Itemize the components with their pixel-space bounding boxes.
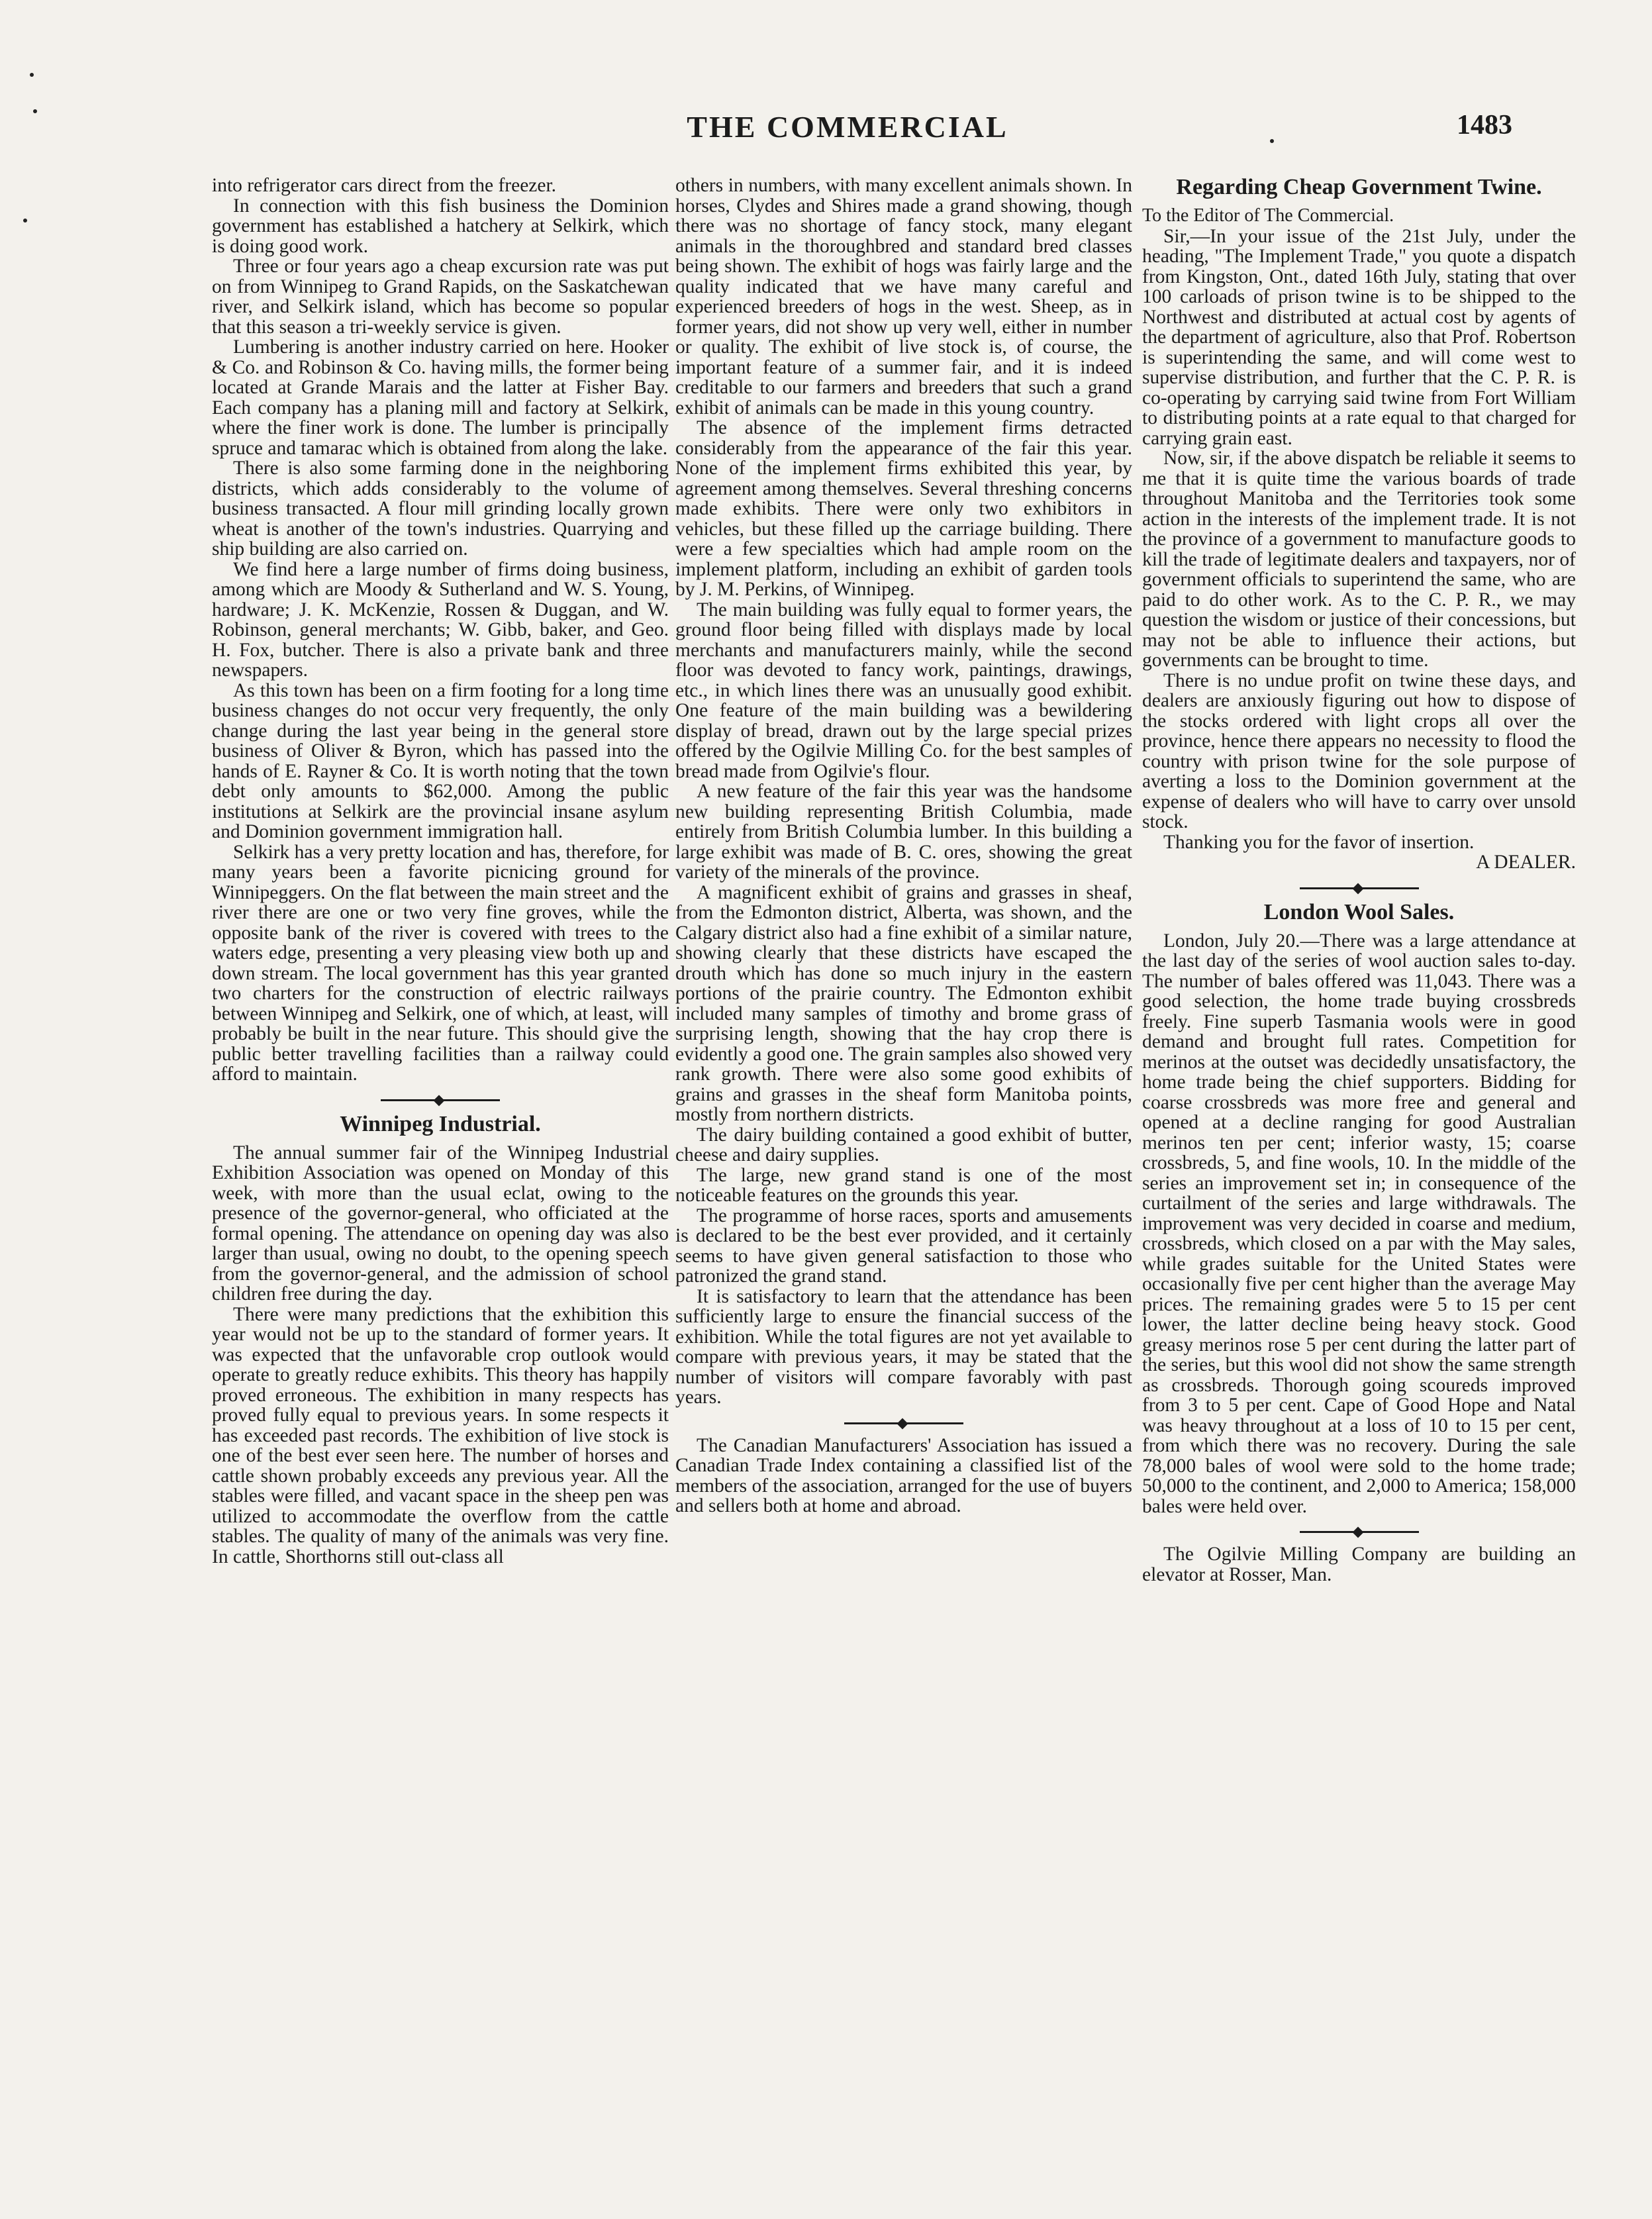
page-number: 1483 (1457, 110, 1512, 140)
section-divider (381, 1097, 500, 1103)
paragraph: Lumbering is another industry carried on here. Hooker & Co. and Robinson & Co. having mills, the former being located at Grande Marais and the latter at Fisher Bay. Each company has a planing mill and factory at Selkirk, where the finer work is done. The lumber is principally spruce and tamarac which is obtained from along the lake. (212, 336, 669, 459)
paragraph: The large, new grand stand is one of the most noticeable features on the grounds this year. (675, 1164, 1132, 1206)
page-header (0, 109, 1652, 149)
paragraph: The main building was fully equal to former years, the ground floor being filled with displays made by local merchants and manufacturers mainly, while the second floor was devoted to fancy work, paintings, drawings, etc., in which lines there was an unusually good exhibit. One feature of the main building was a bewildering display of bread, drawn out by the large special prizes offered by the Ogilvie Milling Co. for the best samples of bread made from Ogilvie's flour. (675, 599, 1132, 782)
letter-signature: A DEALER. (1476, 852, 1576, 873)
paragraph: Three or four years ago a cheap excursion rate was put on from Winnipeg to Grand Rapids, on the Saskatchewan river, and Selkirk island, which has become so popular that this season a tri-weekly service is given. (212, 256, 669, 338)
paragraph: There were many predictions that the exhibition this year would not be up to the standard of former years. It was expected that the unfavorable crop outlook would operate to greatly reduce exhibits. This theory has happily proved erroneous. The exhibition in many respects has proved fully equal to previous years. In some respects it has exceeded past records. The exhibition of live stock is one of the best ever seen here. The number of horses and cattle shown probably exceeds any previous year. All the stables were filled, and vacant space in the sheep pen was utilized to accommodate the overflow from the cattle stables. The quality of many of the animals was very fine. In cattle, Shorthorns still out-class all (212, 1303, 669, 1567)
article-headline: Winnipeg Industrial. (340, 1111, 541, 1136)
section-divider (844, 1420, 963, 1426)
paragraph: into refrigerator cars direct from the freezer. (212, 175, 557, 196)
section-divider (1300, 885, 1419, 891)
masthead: THE COMMERCIAL (687, 110, 1008, 144)
paragraph: The Canadian Manufacturers' Association has issued a Canadian Trade Index containing a classified list of the members of the association, arranged for the use of buyers and sellers both at home and abroad. (675, 1434, 1132, 1516)
paragraph: others in numbers, with many excellent animals shown. In horses, Clydes and Shires made a grand showing, though there was no shortage of fancy stock, many elegant animals in the thoroughbred and standard bred classes being shown. The exhibit of hogs was fairly large and the quality indicated that we have many careful and experienced breeders of hogs in the west. Sheep, as in former years, did not show up very well, either in number or quality. The exhibit of live stock is, of course, the important feature of a summer fair, and it is indeed creditable to our farmers and breeders that such a grand exhibit of animals can be made in this young country. (675, 175, 1132, 419)
paragraph: The absence of the implement firms detracted considerably from the appearance of the fair this year. None of the implement firms exhibited this year, by agreement among themselves. Several threshing concerns made exhibits. There were only two exhibitors in vehicles, but these filled up the carriage building. There were a few specialties which had ample room on the implement platform, including an exhibit of garden tools by J. M. Perkins, of Winnipeg. (675, 417, 1132, 600)
paragraph: The dairy building contained a good exhibit of butter, cheese and dairy supplies. (675, 1124, 1132, 1165)
paragraph: Now, sir, if the above dispatch be reliable it seems to me that it is quite time the various boards of trade throughout Manitoba and the Territories took some action in the interests of the implement trade. It is not the province of a government to manufacture goods to kill the trade of legitimate dealers and taxpayers, nor of government officials to superintend the same, who are paid to do other work. As to the C. P. R., we may question the wisdom or justice of their concessions, but may not be able to influence their actions, but governments can be brought to time. (1142, 448, 1576, 671)
paragraph: Thanking you for the favor of insertion. (1163, 831, 1475, 853)
wool-headline: London Wool Sales. (1263, 899, 1455, 924)
letter-salutation: To the Editor of The Commercial. (1142, 205, 1394, 226)
paragraph: As this town has been on a firm footing for a long time business changes do not occur very frequently, the only change during the last year being in the general store business of Oliver & Byron, which has passed into the hands of E. Rayner & Co. It is worth noting that the town debt only amounts to $62,000. Among the public institutions at Selkirk are the provincial insane asylum and Dominion government immigration hall. (212, 679, 669, 842)
scan-speck (23, 219, 27, 222)
paragraph: It is satisfactory to learn that the attendance has been sufficiently large to ensure the financial success of the exhibition. While the total figures are not yet available to compare with previous years, it may be stated that the number of visitors will compare favorably with past years. (675, 1285, 1132, 1408)
scan-speck (30, 73, 34, 77)
column-3 (1142, 175, 1576, 1585)
letter-headline: Regarding Cheap Government Twine. (1176, 175, 1542, 199)
paragraph: We find here a large number of firms doing business, among which are Moody & Sutherland and W. S. Young, hardware; J. K. McKenzie, Rossen & Duggan, and W. Robinson, general merchants; W. Gibb, baker, and Geo. H. Fox, butcher. There is also a private bank and three newspapers. (212, 558, 669, 681)
paragraph: The Ogilvie Milling Company are building an elevator at Rosser, Man. (1142, 1544, 1576, 1585)
paragraph: Selkirk has a very pretty location and has, therefore, for many years been a favorite picnicing ground for Winnipeggers. On the flat between the main street and the river there are one or two very fine groves, while the opposite bank of the river is covered with trees to the waters edge, presenting a very pleasing view both up and down stream. The local government has this year granted two charters for the construction of electric railways between Winnipeg and Selkirk, one of which, at least, will probably be built in the near future. This should give the public better travelling facilities than a railway could afford to maintain. (212, 841, 669, 1085)
paragraph: In connection with this fish business the Dominion government has established a hatchery at Selkirk, which is doing good work. (212, 195, 669, 257)
paragraph: A magnificent exhibit of grains and grasses in sheaf, from the Edmonton district, Alberta, was shown, and the Calgary district also had a fine exhibit of a similar nature, showing clearly that these districts have escaped the drouth which has done so much injury in the eastern portions of the prairie country. The Edmonton exhibit included many samples of timothy and brome grass of surprising length, showing that the hay crop there is evidently a good one. The grain samples also showed very rank growth. There were also some good exhibits of grains and grasses in the sheaf form Manitoba points, mostly from northern districts. (675, 881, 1132, 1125)
paragraph: The programme of horse races, sports and amusements is declared to be the best ever provided, and it certainly seems to have given general satisfaction to those who patronized the grand stand. (675, 1205, 1132, 1287)
paragraph: The annual summer fair of the Winnipeg Industrial Exhibition Association was opened on Monday of this week, with more than the usual eclat, owing to the presence of the governor-general, who officiated at the formal opening. The attendance on opening day was also larger than usual, owing no doubt, to the opening speech from the governor-general, and the admission of school children free during the day. (212, 1142, 669, 1305)
paragraph: A new feature of the fair this year was the handsome new building representing British Columbia, made entirely from British Columbia lumber. In this building a large exhibit was made of B. C. ores, showing the great variety of the minerals of the province. (675, 781, 1132, 883)
column-2 (675, 175, 1132, 1516)
section-divider (1300, 1528, 1419, 1535)
column-1 (212, 175, 669, 1567)
paragraph: London, July 20.—There was a large attendance at the last day of the series of wool auction sales to-day. The number of bales offered was 11,043. There was a good selection, the home trade buying crossbreds freely. Fine superb Tasmania wools were in good demand and brought full rates. Competition for merinos at the outset was decidedly unsatisfactory, the home trade being the chief supporters. Bidding for coarse crossbreds was more free and general and opened at a decline ranging for good Australian merinos ten per cent; inferior wasty, 15; coarse crossbreds, 5, and fine wools, 10. In the middle of the series an improvement set in; in consequence of the curtailment of the series and large withdrawals. The improvement was very decided in coarse and medium, crossbreds, which closed on a par with the May sales, while grades suitable for the United States were occasionally five per cent higher than the average May prices. The remaining grades were 5 to 15 per cent lower, the latter decline being heavy stock. Good greasy merinos rose 5 per cent during the latter part of the series, but this wool did not show the same strength as crossbreds. Thorough going scoureds improved from 3 to 5 per cent. Cape of Good Hope and Natal was heavy throughout at a loss of 10 to 15 per cent, from which there was no recovery. During the sale 78,000 bales of wool were sold to the home trade; 50,000 to the continent, and 2,000 to America; 158,000 bales were held over. (1142, 930, 1576, 1517)
paragraph: There is also some farming done in the neighboring districts, which adds considerably to the volume of business transacted. A flour mill grinding locally grown wheat is another of the town's industries. Quarrying and ship building are also carried on. (212, 458, 669, 560)
paragraph: Sir,—In your issue of the 21st July, under the heading, "The Implement Trade," you quote a dispatch from Kingston, Ont., dated 16th July, stating that over 100 carloads of prison twine is to be shipped to the Northwest and distributed at actual cost by agents of the department of agriculture, also that Prof. Robertson is superintending the same, and will come west to supervise distribution, and further that the C. P. R. is co-operating by carrying said twine from Fort William to distributing points at a rate equal to that charged for carrying grain east. (1142, 225, 1576, 449)
paragraph: There is no undue profit on twine these days, and dealers are anxiously figuring out how to dispose of the stocks ordered with light crops all over the province, hence there appears no necessity to flood the country with prison twine for the sole purpose of averting a loss to the Dominion government at the expense of dealers who will have to carry over unsold stock. (1142, 669, 1576, 832)
